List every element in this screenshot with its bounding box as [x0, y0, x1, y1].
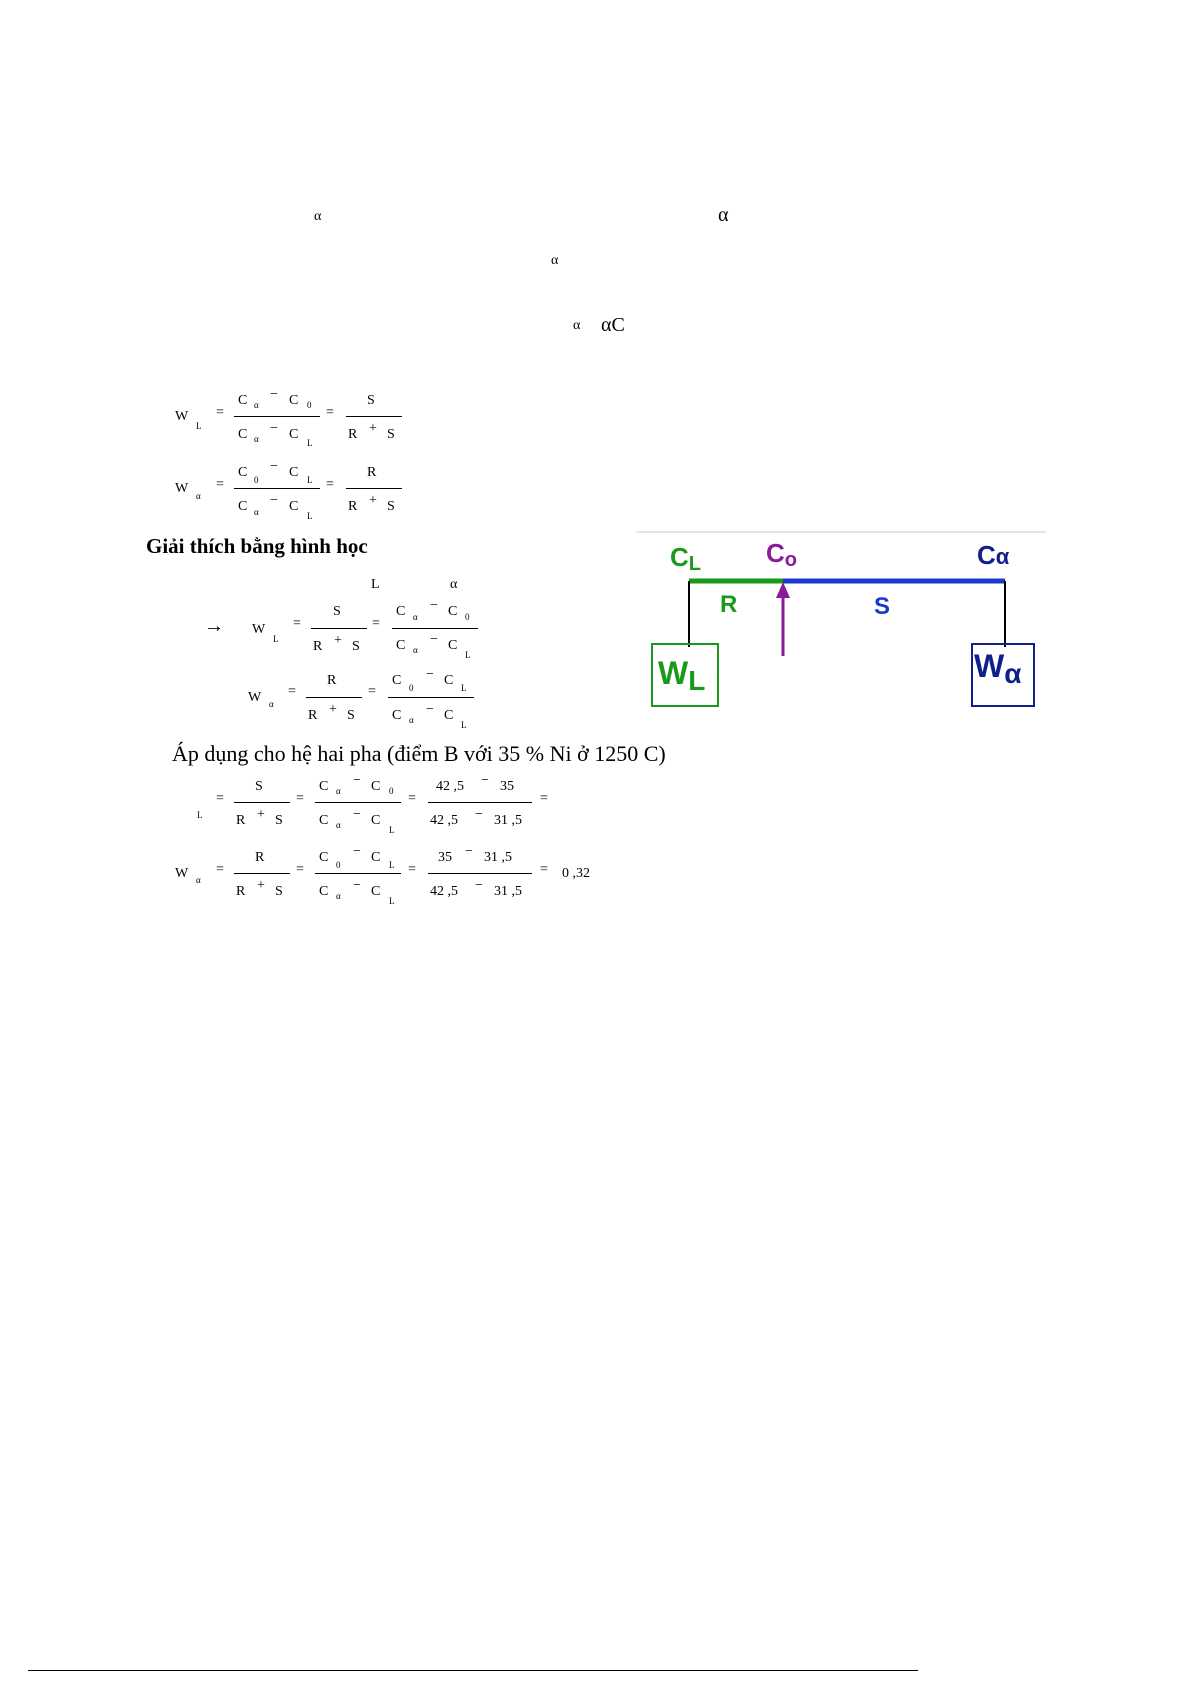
footer-rule	[28, 1670, 918, 1671]
equals: =	[540, 862, 548, 877]
section-heading: Giải thích bằng hình học	[146, 534, 368, 558]
label-co: C	[766, 538, 785, 568]
minus: −	[475, 807, 483, 822]
number: 35	[500, 779, 514, 794]
c-symbol: C	[289, 393, 299, 408]
r-symbol: R	[308, 708, 318, 723]
equals: =	[408, 791, 416, 806]
number: 31 ,5	[494, 884, 522, 899]
fraction-bar	[315, 802, 401, 803]
subscript: L	[197, 810, 203, 820]
equals: =	[216, 791, 224, 806]
arrow-right-icon: →	[204, 615, 224, 637]
w-symbol: W	[175, 866, 189, 881]
c-symbol: C	[448, 604, 458, 619]
subscript: α	[196, 875, 201, 885]
subscript: L	[389, 860, 395, 870]
subscript: L	[273, 634, 279, 644]
minus: −	[353, 807, 361, 822]
r-symbol: R	[348, 499, 358, 514]
svg-text:Cα	[977, 540, 1010, 570]
equals: =	[326, 477, 334, 492]
equals: =	[540, 791, 548, 806]
number: 31 ,5	[494, 813, 522, 828]
svg-text:WL	[658, 655, 705, 696]
c-symbol: C	[319, 884, 329, 899]
label-s: S	[874, 593, 891, 620]
subscript: L	[389, 896, 395, 906]
apply-line: Áp dụng cho hệ hai pha (điểm B với 35 % Ni ở 1250 C)	[172, 741, 666, 766]
box-wl-w: W	[658, 655, 689, 691]
subscript: α	[336, 820, 341, 830]
minus: −	[430, 598, 438, 613]
equals: =	[216, 862, 224, 877]
plus: +	[334, 633, 342, 648]
equals: =	[368, 684, 376, 699]
plus: +	[257, 878, 265, 893]
r-symbol: R	[348, 427, 358, 442]
minus: −	[426, 702, 434, 717]
r-symbol: R	[236, 884, 246, 899]
c-symbol: C	[396, 638, 406, 653]
c-symbol: C	[319, 813, 329, 828]
subscript: 0	[254, 475, 259, 485]
label-calpha-sub: α	[995, 544, 1010, 569]
equals: =	[216, 405, 224, 420]
c0-arrow-icon	[776, 582, 790, 598]
plus: +	[369, 493, 377, 508]
label-calpha: C	[977, 540, 996, 570]
r-symbol: R	[236, 813, 246, 828]
subscript: α	[254, 434, 259, 444]
c-alpha-symbol: αC	[601, 314, 625, 336]
s-symbol: S	[275, 884, 283, 899]
subscript: α	[413, 612, 418, 622]
subscript: L	[307, 438, 313, 448]
equals: =	[216, 477, 224, 492]
minus: −	[426, 667, 434, 682]
c-symbol: C	[319, 779, 329, 794]
alpha-symbol: α	[718, 204, 729, 226]
c-symbol: C	[448, 638, 458, 653]
fraction-bar	[428, 873, 532, 874]
c-symbol: C	[238, 465, 248, 480]
subscript: L	[196, 421, 202, 431]
minus: −	[270, 459, 278, 474]
minus: −	[353, 878, 361, 893]
label-co-sub: o	[784, 549, 797, 571]
c-symbol: C	[392, 708, 402, 723]
c-symbol: C	[371, 884, 381, 899]
minus: −	[270, 421, 278, 436]
fraction-bar	[428, 802, 532, 803]
subscript: α	[269, 699, 274, 709]
subscript: α	[254, 400, 259, 410]
plus: +	[369, 421, 377, 436]
label-cl-sub: L	[688, 553, 701, 575]
subscript: α	[409, 715, 414, 725]
c-symbol: C	[289, 465, 299, 480]
fraction-bar	[315, 873, 401, 874]
subscript: 0	[307, 400, 312, 410]
alpha-symbol: α	[573, 318, 581, 333]
c-symbol: C	[444, 708, 454, 723]
c-symbol: C	[444, 673, 454, 688]
subscript: α	[413, 645, 418, 655]
result-value: 0 ,32	[562, 866, 590, 881]
equals: =	[296, 791, 304, 806]
r-symbol: R	[327, 673, 337, 688]
subscript: L	[461, 720, 467, 730]
s-symbol: S	[367, 393, 375, 408]
c-symbol: C	[289, 499, 299, 514]
alpha-symbol: α	[551, 253, 559, 268]
box-wl-sub: L	[688, 665, 706, 696]
c-symbol: C	[319, 850, 329, 865]
equals: =	[326, 405, 334, 420]
subscript: α	[336, 891, 341, 901]
c-symbol: C	[371, 779, 381, 794]
subscript: α	[336, 786, 341, 796]
s-symbol: S	[347, 708, 355, 723]
fraction-bar	[234, 802, 290, 803]
subscript: L	[307, 475, 313, 485]
s-symbol: S	[387, 427, 395, 442]
minus: −	[465, 844, 473, 859]
number: 42 ,5	[430, 813, 458, 828]
svg-text:CL	[670, 542, 701, 575]
c-symbol: C	[238, 427, 248, 442]
minus: −	[430, 632, 438, 647]
subscript: L	[461, 683, 467, 693]
s-symbol: S	[255, 779, 263, 794]
equals: =	[296, 862, 304, 877]
svg-text:Wα	[974, 648, 1021, 689]
c-symbol: C	[396, 604, 406, 619]
subscript: α	[254, 507, 259, 517]
c-symbol: C	[238, 499, 248, 514]
alpha-symbol: α	[450, 577, 458, 592]
minus: −	[475, 878, 483, 893]
s-symbol: S	[387, 499, 395, 514]
minus: −	[481, 773, 489, 788]
svg-text:Co	[766, 538, 797, 571]
box-walpha-w: W	[974, 648, 1005, 684]
minus: −	[353, 773, 361, 788]
equals: =	[293, 616, 301, 631]
s-symbol: S	[275, 813, 283, 828]
subscript: 0	[389, 786, 394, 796]
s-symbol: S	[352, 639, 360, 654]
number: 42 ,5	[436, 779, 464, 794]
number: 31 ,5	[484, 850, 512, 865]
minus: −	[270, 387, 278, 402]
label-r: R	[720, 591, 738, 618]
equals: =	[288, 684, 296, 699]
s-symbol: S	[333, 604, 341, 619]
number: 35	[438, 850, 452, 865]
c-symbol: C	[392, 673, 402, 688]
w-symbol: W	[175, 481, 189, 496]
fraction-bar	[234, 873, 290, 874]
minus: −	[270, 493, 278, 508]
label-cl: C	[670, 542, 689, 572]
minus: −	[353, 844, 361, 859]
w-symbol: W	[252, 622, 266, 637]
c-symbol: C	[289, 427, 299, 442]
plus: +	[329, 702, 337, 717]
alpha-symbol: α	[314, 209, 322, 224]
w-symbol: W	[248, 690, 262, 705]
w-symbol: W	[175, 409, 189, 424]
subscript: α	[196, 491, 201, 501]
subscript: L	[389, 825, 395, 835]
box-walpha-sub: α	[1004, 658, 1022, 689]
plus: +	[257, 807, 265, 822]
c-symbol: C	[371, 813, 381, 828]
subscript: 0	[465, 612, 470, 622]
subscript: 0	[336, 860, 341, 870]
r-symbol: R	[313, 639, 323, 654]
r-symbol: R	[367, 465, 377, 480]
lever-rule-diagram	[0, 0, 1192, 760]
subscript: L	[465, 650, 471, 660]
subscript: L	[307, 511, 313, 521]
c-symbol: C	[371, 850, 381, 865]
equals: =	[408, 862, 416, 877]
equals: =	[372, 616, 380, 631]
c-symbol: C	[238, 393, 248, 408]
subscript: 0	[409, 683, 414, 693]
number: 42 ,5	[430, 884, 458, 899]
r-symbol: R	[255, 850, 265, 865]
l-symbol: L	[371, 577, 380, 592]
